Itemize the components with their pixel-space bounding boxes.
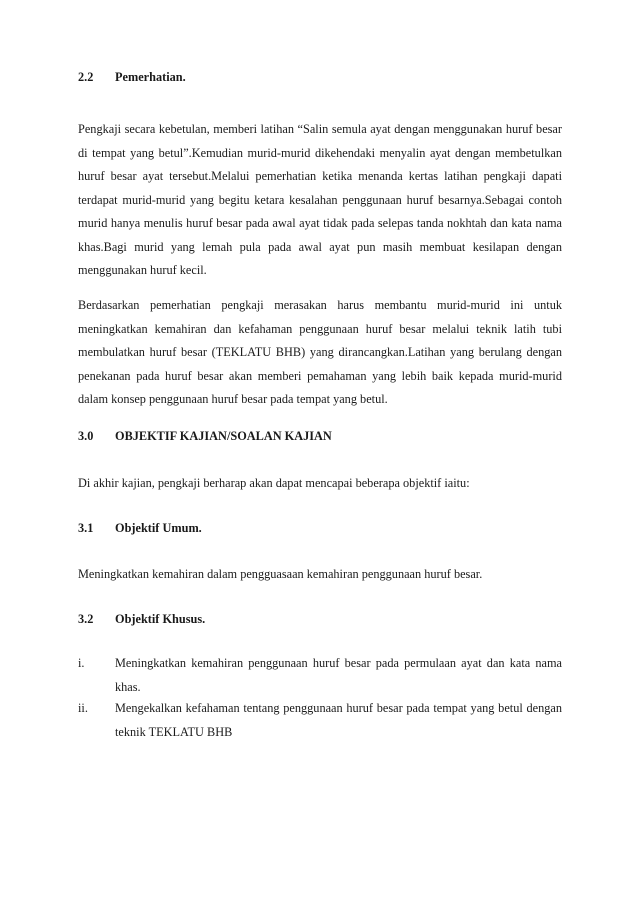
list-item bbox=[78, 697, 562, 744]
heading-title: Objektif Umum. bbox=[115, 521, 202, 535]
heading-3-1 bbox=[78, 521, 562, 536]
paragraph-objektif-umum: Meningkatkan kemahiran dalam pengguasaan kemahiran penggunaan huruf besar. bbox=[78, 567, 483, 581]
heading-number: 2.2 bbox=[78, 70, 94, 84]
heading-2-2 bbox=[78, 70, 562, 85]
list-item-text: Mengekalkan kefahaman tentang penggunaan huruf besar pada tempat yang betul dengan teknik TEKLATU BHB bbox=[115, 701, 562, 739]
paragraph-berdasarkan: Berdasarkan pemerhatian pengkaji merasakan harus membantu murid-murid ini untuk meningkatkan kemahiran dan kefahaman penggunaan huruf besar melalui teknik latih tubi membulatkan huruf besar (TEKLATU BHB) yang dirancangkan.Latihan yang berulang dengan penekanan pada huruf besar akan memberi pemahaman yang lebih baik kepada murid-murid dalam konsep penggunaan huruf besar pada tempat yang betul. bbox=[78, 298, 562, 406]
heading-title: Objektif Khusus. bbox=[115, 612, 206, 626]
paragraph-pemerhatian: Pengkaji secara kebetulan, memberi latihan “Salin semula ayat dengan menggunakan huruf besar di tempat yang betul”.Kemudian murid-murid dikehendaki menyalin ayat dengan membetulkan huruf besar ayat tersebut.Melalui pemerhatian ketika menanda kertas latihan pengkaji dapati terdapat murid-murid yang begitu ketara kesalahan penggunaan huruf besarnya.Sebagai contoh murid hanya menulis huruf besar pada awal ayat tidak pada selepas tanda nokhtah dan kata nama khas.Bagi murid yang lemah pula pada awal ayat pun masih membuat kesilapan dengan menggunakan huruf kecil. bbox=[78, 122, 562, 277]
heading-title: Pemerhatian. bbox=[115, 70, 186, 84]
heading-number: 3.2 bbox=[78, 612, 94, 626]
heading-3-0 bbox=[78, 429, 562, 444]
heading-number: 3.0 bbox=[78, 429, 94, 443]
list-marker: i. bbox=[78, 656, 85, 670]
list-marker: ii. bbox=[78, 701, 88, 715]
heading-title: OBJEKTIF KAJIAN/SOALAN KAJIAN bbox=[115, 429, 332, 443]
heading-3-2 bbox=[78, 612, 562, 627]
heading-number: 3.1 bbox=[78, 521, 94, 535]
list-item-text: Meningkatkan kemahiran penggunaan huruf besar pada permulaan ayat dan kata nama khas. bbox=[115, 656, 562, 694]
paragraph-objektif-intro: Di akhir kajian, pengkaji berharap akan dapat mencapai beberapa objektif iaitu: bbox=[78, 476, 470, 490]
list-item bbox=[78, 652, 562, 699]
